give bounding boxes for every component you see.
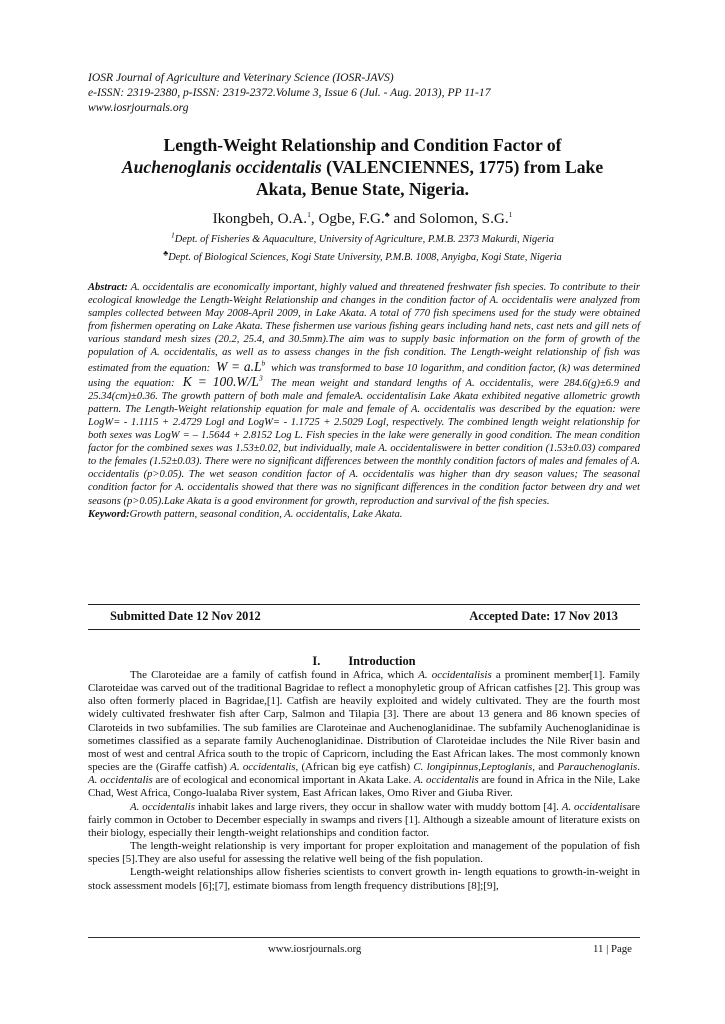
- condition-factor-equation: [183, 374, 263, 389]
- title-line-2-rest: (VALENCIENNES, 1775) from Lake: [321, 157, 604, 177]
- affiliation-1-text: Dept. of Fisheries & Aquaculture, University of Agriculture, P.M.B. 2373 Makurdi, Nigeria: [174, 234, 554, 245]
- author-3: Solomon, S.G.: [419, 210, 509, 227]
- journal-website[interactable]: www.iosrjournals.org: [88, 101, 189, 114]
- keywords-line: [88, 508, 640, 521]
- abstract-block: [88, 281, 640, 521]
- footer-page-number: 11 | Page: [593, 943, 632, 955]
- text-run: , (African big eye catfish): [295, 761, 414, 774]
- length-weight-equation: [216, 359, 265, 374]
- equation-1-text: W = a.L: [216, 358, 262, 374]
- author-3-affil: 1: [508, 209, 513, 219]
- section-number: I.: [312, 654, 321, 668]
- equation-2-text: K = 100.W/L: [182, 373, 259, 389]
- abstract-part-1: A. occidentalis are economically important, highly valued and threatened freshwater fish species. To contribute to their ecological knowledge the Length-Weight Relationship and changes in the condition factor of A. occidentalis were analyzed from samples collected between May 2008-April 2009, in Lake Akata. A total of 770 fish specimens used for the study were obtained from fishermen operating on Lake Akata. These fishermen use various fishing gears including hand nets, cast nets and gill nets of various standard mesh sizes (20.2, 25.4, and 30.5mm).The aim was to supply basic information on the form of growth of the population of A. occidentalis, as well as to assess changes in the fish condition. The Length-weight relationship of fish was estimated from the equation:: [88, 282, 640, 374]
- paper-title: [70, 134, 655, 200]
- title-line-2: [70, 156, 655, 178]
- author-1: Ikongbeh, O.A.: [212, 210, 308, 227]
- text-run: a prominent member[1]. Family Claroteidae was carved out of the traditional Bagridae to reflect a monophyletic group of African catfishes [2]. This group was also often formerly placed in Bagridae,[1]. Catfish are heavily exploited and widely cultivated. They are the fourth most widely cultivated freshwater fish after Carp, Salmon and Tilapia [3]. There are about 13 genera and 86 known species of Claroteids in two subfamilies. The sub families are Claroteinae and Auchenoglanidinae. The subfamily Auchenoglanidinae is sometimes classified as a separate family Auchenoglanidinae. Distribution of Claroteidae includes the Nile River basin and most of west and central Africa south to the tropic of Capricorn, including the East African lakes. The most commonly known species are the (Giraffe catfish): [88, 669, 640, 774]
- species-name: A. occidentalis: [130, 800, 195, 813]
- author-separator: ,: [310, 210, 319, 227]
- species-name: A. occidentalis: [561, 800, 627, 813]
- abstract-part-2: which was transformed to base 10 logarithm, and condition factor, (k) was determined using the equation:: [88, 362, 640, 389]
- species-name: A. occidentalisis: [418, 669, 492, 681]
- section-heading: [88, 654, 640, 669]
- journal-name: IOSR Journal of Agriculture and Veterinary Science (IOSR-JAVS): [88, 71, 394, 84]
- dates-box: [88, 604, 640, 630]
- intro-paragraph-1: [88, 669, 640, 801]
- title-species-name: Auchenoglanis occidentalis: [121, 157, 322, 177]
- journal-issn-volume: e-ISSN: 2319-2380, p-ISSN: 2319-2372.Volume 3, Issue 6 (Jul. - Aug. 2013), PP 11-17: [88, 86, 491, 99]
- footer-divider: [88, 937, 640, 938]
- text-run: are fairly common in October to December especially in swamps and rivers [1]. Although a sizeable amount of literature exists on their biology, especially their length-weight relationships and condition factor.: [88, 800, 640, 839]
- intro-paragraph-3: The length-weight relationship is very important for proper exploitation and management of the population of fish species [5].They are also useful for assessing the relative well being of the fish population.: [88, 840, 640, 866]
- affiliation-1: [70, 230, 655, 247]
- intro-paragraph-2: [88, 801, 640, 840]
- section-title: Introduction: [348, 654, 416, 668]
- text-run: , and: [532, 761, 558, 774]
- species-name: A. occidentalis: [413, 774, 479, 787]
- text-run: are of ecological and economical important in Akata Lake.: [152, 774, 414, 787]
- title-line-1: Length-Weight Relationship and Condition Factor of: [163, 135, 562, 155]
- species-name: C. longipinnus,Leptoglanis: [413, 761, 533, 774]
- affiliation-2-marker: ♣: [163, 248, 169, 258]
- text-run: inhabit lakes and large rivers, they occur in shallow water with muddy bottom [4].: [194, 800, 562, 813]
- author-list: [70, 209, 655, 229]
- keywords-label: Keyword:: [88, 508, 130, 520]
- author-1-affil: 1: [307, 209, 311, 219]
- keywords-text: Growth pattern, seasonal condition, A. occidentalis, Lake Akata.: [129, 508, 403, 520]
- abstract-text: [88, 281, 640, 508]
- abstract-part-3: The mean weight and standard lengths of A. occidentalis, were 284.6(g)±6.9 and 25.34(cm)±0.36. The growth pattern of both male and femaleA. occidentalisin Lake Akata exhibited negative allometric growth pattern. The Length-Weight relationship equation for male and female of A. occidentalis was described by the equation: were LogW= - 1.1115 + 2.4729 Logl and LogW= - 1.1725 + 2.5029 Logl, respectively. The combined length weight relationship for both sexes was LogW = – 1.5644 + 2.8152 Log L. Fish species in the lake were generally in good condition. The mean condition factor for the combined sexes was 1.53±0.02, but individually, male A. occidentaliswere in better condition (1.53±0.03) compared to the females (1.52±0.03). There were no significant differences between the monthly condition factors of males and females of A. occidentalis (p>0.05). The wet season condition factor of A. occidentalis was higher than dry season values; The seasonal condition factor for A. occidentalis showed that there was no significant differences in the condition factor between dry and wet seasons (p>0.05).Lake Akata is a good environment for growth, reproduction and survival of the fish species.: [88, 377, 641, 507]
- text-run: are found in Africa in the Nile, Lake Chad, West Africa, Congo-lualaba River system, East African lakes, Omo River and Giuba River.: [88, 774, 640, 800]
- introduction-body: [88, 669, 640, 893]
- journal-header: [88, 70, 648, 115]
- abstract-label: Abstract:: [88, 282, 128, 293]
- footer-website[interactable]: www.iosrjournals.org: [268, 943, 362, 955]
- submitted-date: Submitted Date 12 Nov 2012: [110, 609, 261, 623]
- species-name: A. occidentalis: [88, 774, 153, 787]
- author-separator: and: [389, 210, 420, 227]
- equation-2-exponent: 3: [258, 373, 263, 383]
- equation-1-exponent: b: [261, 358, 266, 368]
- author-2-affil: ♣: [384, 209, 390, 219]
- text-run: .: [637, 761, 640, 774]
- species-name: Parauchenoglanis: [557, 761, 638, 774]
- species-name: A. occidentalis: [230, 761, 296, 774]
- author-2: Ogbe, F.G.: [318, 210, 385, 227]
- title-line-3: Akata, Benue State, Nigeria.: [255, 179, 470, 199]
- affiliation-2: [70, 248, 655, 265]
- text-run: The Claroteidae are a family of catfish found in Africa, which: [130, 669, 419, 681]
- intro-paragraph-4: Length-weight relationships allow fisheries scientists to convert growth in- length equations to growth-in-weight in stock assessment models [6];[7], estimate biomass from length frequency distributions [8];[9],: [88, 866, 640, 892]
- accepted-date: Accepted Date: 17 Nov 2013: [469, 609, 618, 623]
- affiliation-2-text: Dept. of Biological Sciences, Kogi State University, P.M.B. 1008, Anyigba, Kogi State, Nigeria: [168, 252, 562, 263]
- affiliation-1-marker: 1: [171, 230, 175, 240]
